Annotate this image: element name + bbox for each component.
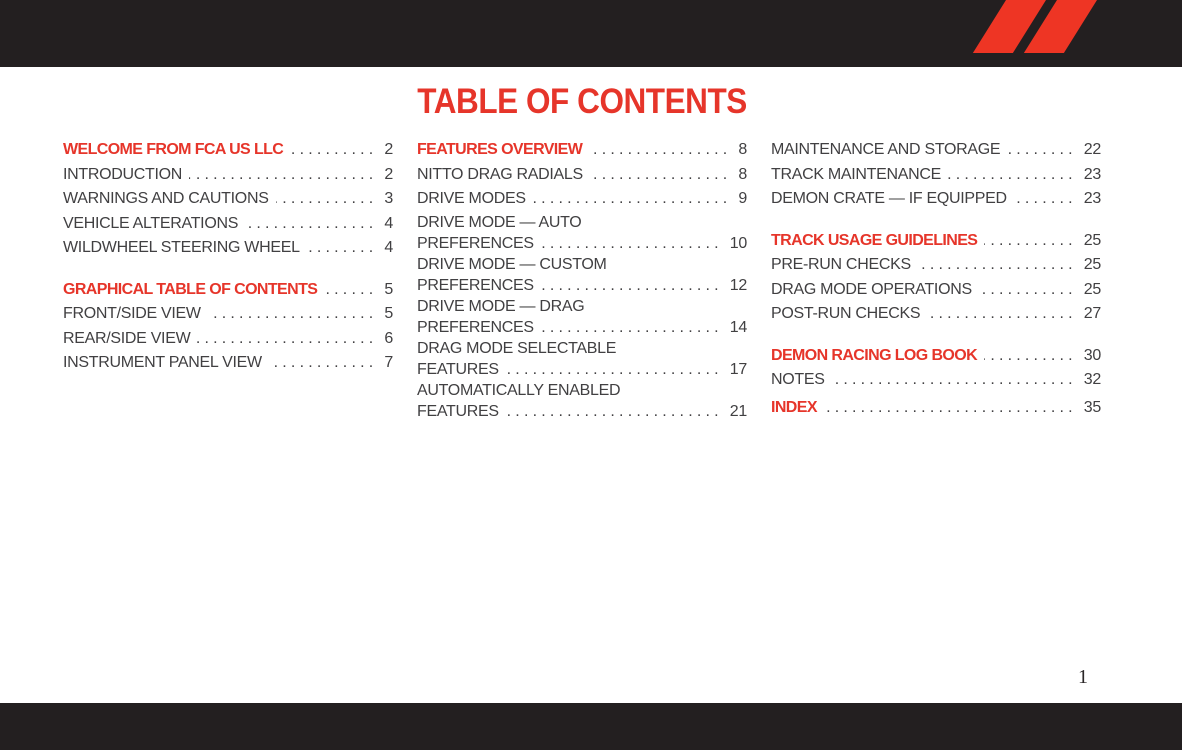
toc-entry-row [417, 138, 747, 163]
toc-section-heading [63, 278, 393, 303]
dodge-double-stripes-icon [1006, 0, 1097, 53]
dot-leader [290, 138, 377, 163]
toc-entry [417, 380, 747, 422]
dot-leader [533, 187, 732, 212]
toc-entry-page-number: 27 [1083, 305, 1101, 322]
toc-entry-label: PREFERENCES [417, 276, 534, 294]
toc-entry-label: INDEX [771, 398, 817, 416]
toc-entry-row [771, 253, 1101, 278]
toc-entry-label: DRIVE MODES [417, 190, 526, 207]
toc-entry [63, 163, 393, 188]
toc-entry [63, 236, 393, 261]
toc-entry-row [771, 396, 1101, 421]
toc-entry-row [63, 163, 393, 188]
toc-entry-label: INSTRUMENT PANEL VIEW [63, 354, 262, 371]
toc-entry-row [771, 302, 1101, 327]
toc-entry-label: WELCOME FROM FCA US LLC [63, 141, 284, 158]
toc-entry [417, 338, 747, 380]
toc-entry-row [771, 138, 1101, 163]
toc-entry-label: FEATURES [417, 360, 499, 378]
toc-entry-row [63, 212, 393, 237]
toc-entry-label: FEATURES OVERVIEW [417, 141, 583, 158]
toc-entry-page-number: 6 [384, 329, 393, 347]
toc-entry-page-number: 2 [384, 165, 393, 183]
toc-entry-label: DEMON RACING LOG BOOK [771, 346, 978, 364]
dot-leader [276, 187, 378, 212]
toc-entry-row [771, 163, 1101, 188]
header-band [0, 0, 1182, 67]
dot-leader [984, 229, 1076, 254]
toc-entry-page-number: 3 [384, 190, 393, 207]
dot-leader [1007, 138, 1077, 163]
toc-entry [63, 187, 393, 212]
toc-entry-label: VEHICLE ALTERATIONS [63, 214, 239, 232]
toc-entry [771, 302, 1101, 327]
toc-entry-label-line1: AUTOMATICALLY ENABLED [417, 381, 621, 399]
toc-entry-label-line1: DRIVE MODE — CUSTOM [417, 255, 607, 273]
toc-entry-page-number: 21 [729, 402, 747, 420]
toc-entry [771, 278, 1101, 303]
toc-entry-label: PREFERENCES [417, 318, 534, 336]
dot-leader [541, 233, 723, 254]
toc-entry-row [417, 317, 747, 338]
dot-leader [208, 302, 378, 327]
toc-section-heading [771, 396, 1101, 421]
page-number: 1 [1078, 666, 1088, 688]
toc-column-3 [771, 138, 1101, 420]
dot-leader [948, 163, 1077, 188]
toc-entry-label: DEMON CRATE — IF EQUIPPED [771, 190, 1007, 207]
dot-leader [927, 302, 1076, 327]
toc-entry-label: NOTES [771, 371, 825, 388]
toc-entry-row [63, 138, 393, 163]
toc-entry-page-number: 4 [384, 239, 393, 256]
dot-leader [324, 278, 377, 303]
toc-entry-label: GRAPHICAL TABLE OF CONTENTS [63, 280, 318, 298]
footer-band [0, 703, 1182, 750]
toc-column-1 [63, 138, 393, 376]
toc-entry-row [63, 236, 393, 261]
toc-entry-row [417, 401, 747, 422]
toc-entry-page-number: 35 [1083, 398, 1101, 416]
toc-entry-page-number: 5 [384, 280, 393, 298]
toc-entry-row [63, 278, 393, 303]
toc-entry-row [63, 302, 393, 327]
toc-entry [417, 212, 747, 254]
toc-entry-page-number: 8 [738, 165, 747, 183]
toc-entry-row [771, 229, 1101, 254]
toc-entry-label: WILDWHEEL STEERING WHEEL [63, 239, 300, 256]
toc-entry-page-number: 4 [384, 214, 393, 232]
toc-entry-page-number: 2 [384, 141, 393, 158]
toc-entry [417, 296, 747, 338]
toc-entry-label: FEATURES [417, 402, 499, 420]
toc-entry-page-number: 17 [729, 360, 747, 378]
toc-entry-label: TRACK MAINTENANCE [771, 165, 942, 183]
toc-entry-page-number: 8 [738, 141, 747, 158]
toc-entry-page-number: 12 [729, 276, 747, 294]
dot-leader [984, 344, 1077, 369]
dot-leader [506, 359, 723, 380]
toc-entry-page-number: 7 [384, 354, 393, 371]
toc-section-heading [771, 344, 1101, 369]
toc-entry-row [63, 351, 393, 376]
toc-entry-label: FRONT/SIDE VIEW [63, 305, 201, 322]
toc-entry [771, 187, 1101, 212]
toc-entry [771, 253, 1101, 278]
toc-entry-label: PREFERENCES [417, 234, 534, 252]
toc-entry-label-line1: DRAG MODE SELECTABLE [417, 339, 617, 357]
toc-entry-label-line1: DRIVE MODE — AUTO [417, 213, 582, 231]
toc-entry-page-number: 23 [1083, 165, 1101, 183]
dot-leader [307, 236, 378, 261]
dot-leader [506, 401, 723, 422]
toc-entry-row [417, 187, 747, 212]
toc-entry-row [417, 163, 747, 188]
toc-entry [63, 302, 393, 327]
toc-entry-page-number: 9 [738, 190, 747, 207]
toc-entry-label: INTRODUCTION [63, 165, 183, 183]
page-title: TABLE OF CONTENTS [417, 82, 747, 121]
toc-entry-page-number: 32 [1083, 371, 1101, 388]
toc-entry-label: PRE-RUN CHECKS [771, 256, 911, 273]
toc-entry-label: MAINTENANCE AND STORAGE [771, 141, 1001, 158]
toc-entry-label: POST-RUN CHECKS [771, 305, 921, 322]
toc-entry [771, 368, 1101, 393]
toc-column-2 [417, 138, 747, 422]
toc-entry-label: DRAG MODE OPERATIONS [771, 280, 972, 298]
dot-leader [1014, 187, 1077, 212]
toc-entry [417, 254, 747, 296]
toc-entry-page-number: 23 [1083, 190, 1101, 207]
dot-leader [197, 327, 377, 352]
dot-leader [979, 278, 1077, 303]
toc-entry-label-line1: DRIVE MODE — DRAG [417, 297, 585, 315]
toc-entry [417, 163, 747, 188]
toc-entry-row [63, 187, 393, 212]
toc-entry-row [771, 368, 1101, 393]
dot-leader [189, 163, 377, 188]
dot-leader [824, 396, 1077, 421]
toc-entry-page-number: 14 [729, 318, 747, 336]
toc-entry-label: REAR/SIDE VIEW [63, 329, 191, 347]
toc-entry-row [771, 278, 1101, 303]
toc-entry-label: TRACK USAGE GUIDELINES [771, 231, 978, 249]
toc-entry-row [771, 187, 1101, 212]
dot-leader [541, 317, 723, 338]
toc-entry [417, 187, 747, 212]
toc-entry-row [63, 327, 393, 352]
toc-section-heading [63, 138, 393, 163]
toc-entry-page-number: 10 [729, 234, 747, 252]
toc-entry [63, 327, 393, 352]
dot-leader [590, 163, 732, 188]
dot-leader [918, 253, 1077, 278]
toc-entry-page-number: 25 [1083, 256, 1101, 273]
toc-section-heading [771, 229, 1101, 254]
toc-entry-label: NITTO DRAG RADIALS [417, 165, 583, 183]
page-title-wrap [63, 83, 1101, 120]
toc-entry-label: WARNINGS AND CAUTIONS [63, 190, 269, 207]
toc-entry [771, 163, 1101, 188]
toc-entry-row [417, 233, 747, 254]
toc-entry [63, 212, 393, 237]
toc-section-heading [417, 138, 747, 163]
toc-entry-row [417, 275, 747, 296]
dot-leader [269, 351, 378, 376]
dot-leader [589, 138, 731, 163]
toc-entry [63, 351, 393, 376]
toc-entry-page-number: 30 [1083, 346, 1101, 364]
toc-columns [63, 138, 1101, 422]
dot-leader [541, 275, 723, 296]
toc-entry-row [417, 359, 747, 380]
toc-entry [771, 138, 1101, 163]
toc-entry-page-number: 5 [384, 305, 393, 322]
toc-entry-page-number: 22 [1083, 141, 1101, 158]
toc-entry-page-number: 25 [1083, 280, 1101, 298]
toc-entry-row [771, 344, 1101, 369]
toc-entry-page-number: 25 [1083, 231, 1101, 249]
dot-leader [832, 368, 1077, 393]
dot-leader [245, 212, 377, 237]
